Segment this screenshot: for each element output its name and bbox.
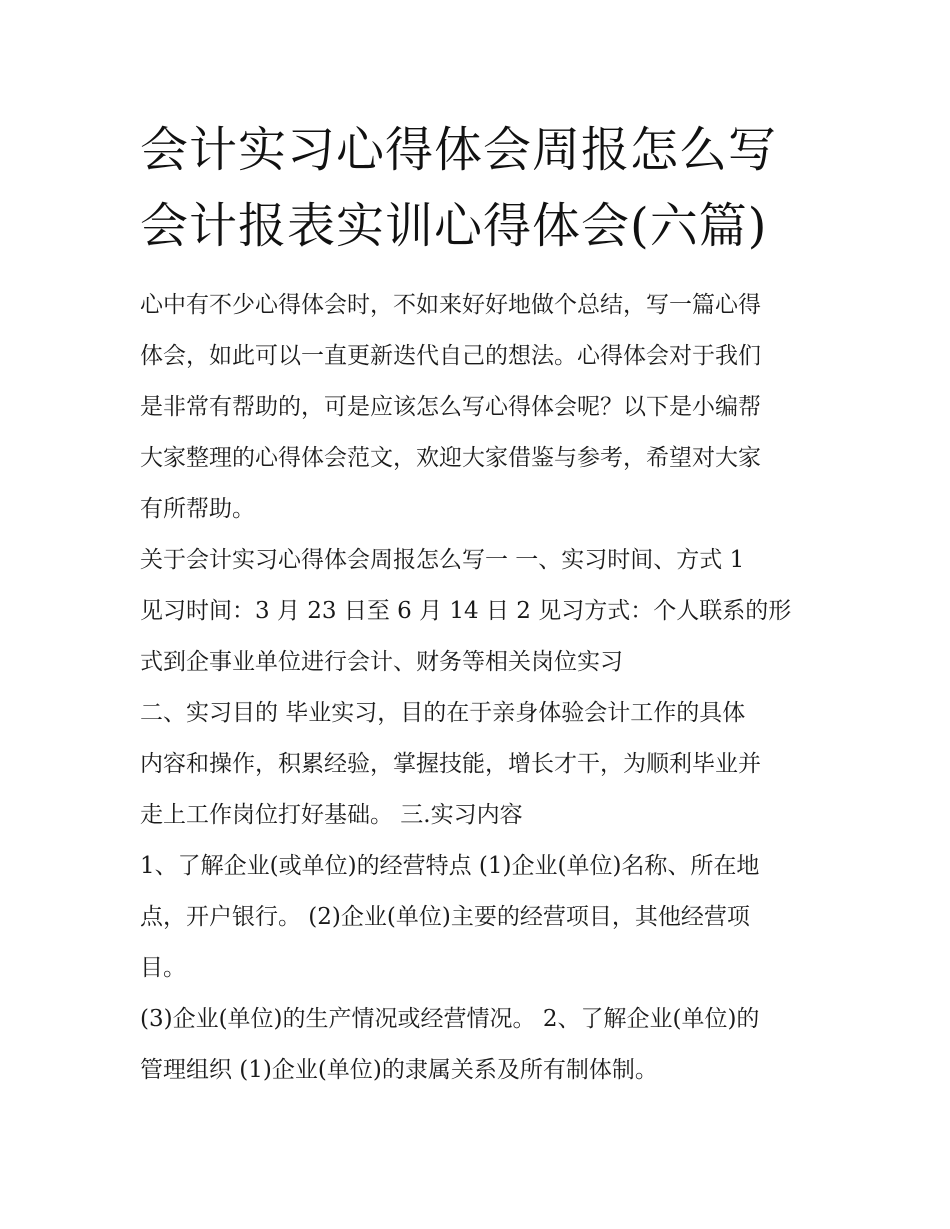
- text-line: 1、了解企业(或单位)的经营特点 (1)企业(单位)名称、所在地: [140, 853, 760, 879]
- text-line: 走上工作岗位打好基础。 三.实习内容: [140, 802, 523, 828]
- text-line: 内容和操作，积累经验，掌握技能，增长才干，为顺利毕业并: [140, 751, 761, 777]
- section-organization-paragraph: [140, 994, 820, 1096]
- text-line: 大家整理的心得体会范文，欢迎大家借鉴与参考，希望对大家: [140, 445, 761, 471]
- text-line: 见习时间：3 月 23 日至 6 月 14 日 2 见习方式：个人联系的形: [140, 598, 792, 624]
- text-line: 二、实习目的 毕业实习，目的在于亲身体验会计工作的具体: [140, 700, 746, 726]
- text-line: (3)企业(单位)的生产情况或经营情况。 2、了解企业(单位)的: [140, 1006, 760, 1032]
- section-content-paragraph: [140, 841, 820, 994]
- text-line: 体会，如此可以一直更新迭代自己的想法。心得体会对于我们: [140, 343, 761, 369]
- text-line: 目。: [140, 955, 186, 981]
- text-line: 管理组织 (1)企业(单位)的隶属关系及所有制体制。: [140, 1057, 658, 1083]
- text-line: 有所帮助。: [140, 496, 255, 522]
- section-purpose-paragraph: [140, 688, 820, 841]
- text-line: 式到企事业单位进行会计、财务等相关岗位实习: [140, 649, 623, 675]
- text-line: 是非常有帮助的，可是应该怎么写心得体会呢？以下是小编帮: [140, 394, 761, 420]
- document-title: [140, 112, 840, 264]
- intro-paragraph: [140, 280, 820, 535]
- section-time-paragraph: [140, 535, 820, 688]
- title-line: 会计报表实训心得体会(六篇): [140, 198, 768, 254]
- text-line: 心中有不少心得体会时，不如来好好地做个总结，写一篇心得: [140, 292, 761, 318]
- title-line: 会计实习心得体会周报怎么写: [140, 122, 778, 178]
- text-line: 点，开户银行。 (2)企业(单位)主要的经营项目，其他经营项: [140, 904, 750, 930]
- text-line: 关于会计实习心得体会周报怎么写一 一、实习时间、方式 1: [140, 547, 745, 573]
- document-body: [140, 280, 820, 1096]
